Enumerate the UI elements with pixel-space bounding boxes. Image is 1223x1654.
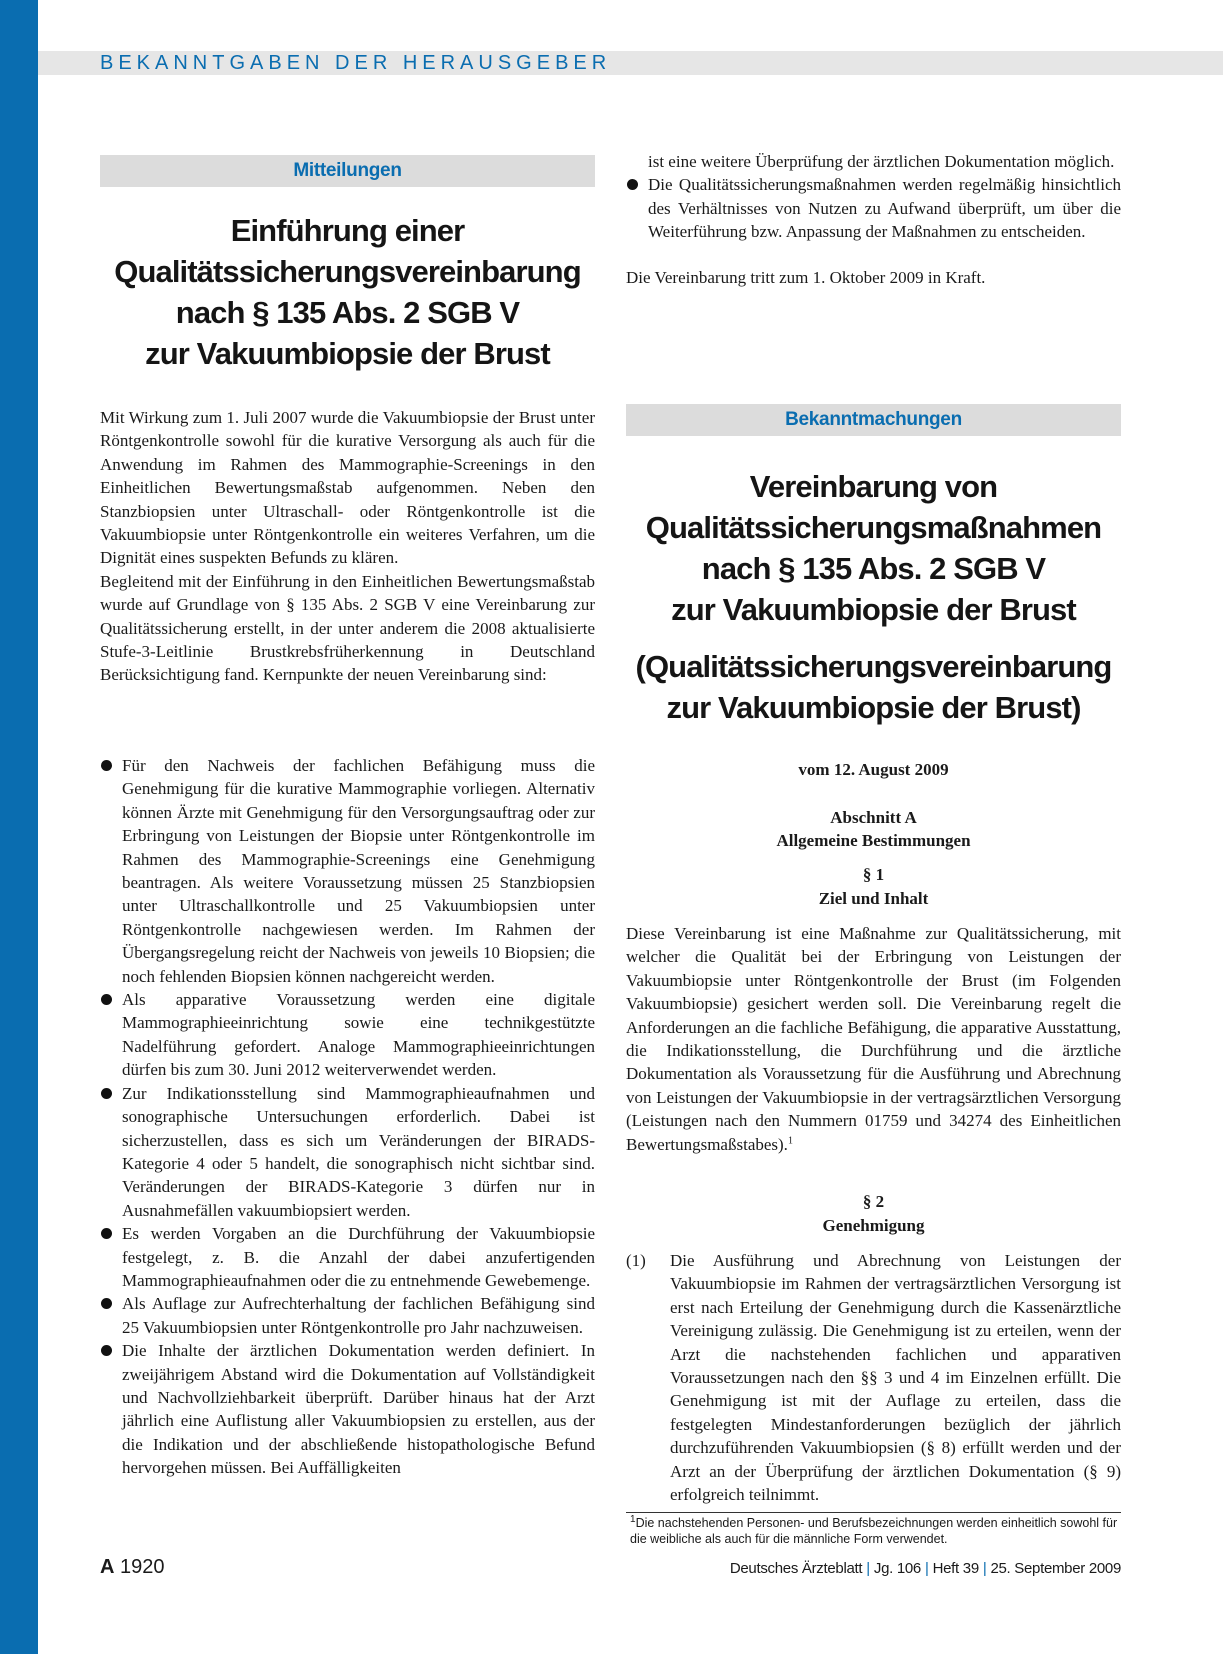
- subheadline-line: zur Vakuumbiopsie der Brust): [666, 690, 1081, 725]
- subheadline-line: (Qualitätssicherungsvereinbarung: [635, 649, 1112, 684]
- effective-date-text: Die Vereinbarung tritt zum 1. Oktober 2009 in Kraft.: [626, 267, 986, 287]
- footnote: $^1$Die nachstehenden Personen- und Berufsbezeichnungen werden einheitlich sowohl für die weibliche als auch für die männliche Form verwendet.: [630, 1513, 1118, 1546]
- list-item: Zur Indikationsstellung sind Mammographieaufnahmen und sonographische Untersuchungen erforderlich. Dabei ist sicherzustellen, dass es sich um Veränderungen der BIRADS-Kategorie 4 oder 5 handelt, die sonographisch nicht sichtbar sind. Veränderungen der BIRADS-Kategorie 3 dürfen nur in Ausnahmefällen vakuumbiopsiert werden.: [100, 1082, 595, 1222]
- rubric-mitteilungen: Mitteilungen: [100, 155, 595, 187]
- paragraph-number: § 2: [862, 1192, 885, 1211]
- article-headline: [100, 210, 595, 374]
- numbered-clause: [626, 1249, 1121, 1506]
- clause-number: (1): [626, 1251, 646, 1270]
- list-item: Es werden Vorgaben an die Durchführung der Vakuumbiopsie festgelegt, z. B. die Anzahl der dabei anzufertigenden Mammographieaufnahmen oder die zu entnehmende Gewebemenge.: [100, 1222, 595, 1292]
- section-header-bar: [38, 51, 1223, 75]
- paragraph-title: Genehmigung: [822, 1216, 925, 1235]
- headline-line: nach § 135 Abs. 2 SGB V: [175, 295, 520, 330]
- list-item: Die Inhalte der ärztlichen Dokumentation werden definiert. In zweijährigem Abstand wird die Dokumentation auf Vollständigkeit und Nachvollziehbarkeit überprüft. Darüber hinaus hat der Arzt jährlich eine Auflistung aller Vakuumbiopsien zu erstellen, aus der die Indikation und der abschließende histopathologische Befund hervorgehen müssen. Bei Auffälligkeiten: [100, 1339, 595, 1479]
- section-heading: Abschnitt A: [830, 808, 917, 827]
- section-label: BEKANNTGABEN DER HERAUSGEBER: [100, 52, 612, 74]
- bullet-icon: [101, 1345, 112, 1356]
- continued-text: ist eine weitere Überprüfung der ärztlichen Dokumentation möglich.: [648, 152, 1115, 171]
- journal-volume: Jg. 106: [873, 1560, 921, 1577]
- list-item: Als Auflage zur Aufrechterhaltung der fachlichen Befähigung sind 25 Vakuumbiopsien unter Röntgenkontrolle pro Jahr nachzuweisen.: [100, 1292, 595, 1339]
- headline-line: nach § 135 Abs. 2 SGB V: [701, 551, 1046, 586]
- continued-list: [626, 173, 1121, 243]
- journal-citation: [730, 1560, 1121, 1577]
- blue-sidebar-stripe: [0, 0, 38, 1654]
- page-prefix: A: [100, 1556, 115, 1578]
- clause-text: Die Ausführung und Abrechnung von Leistungen der Vakuumbiopsie im Rahmen der vertragsärztlichen Versorgung ist erst nach Erteilung der Genehmigung durch die Kassenärztliche Vereinigung zulässig. Die Genehmigung ist zu erteilen, wenn der Arzt die nachstehenden fachlichen und apparativen Voraussetzungen nach den §§ 3 und 4 im Einzelnen erfüllt. Die Genehmigung ist mit der Auflage zu erteilen, dass die festgelegten Mindestanforderungen bezüglich der jährlich durchzuführenden Vakuumbiopsien (§ 8) erfüllt werden und der Arzt an der Überprüfung der ärztlichen Dokumentation (§ 9) erfolgreich teilnimmt.: [670, 1251, 1121, 1505]
- agreement-date: vom 12. August 2009: [798, 760, 949, 779]
- continued-block: [626, 150, 1121, 289]
- headline-line: Vereinbarung von: [749, 469, 998, 504]
- paragraph-title: Ziel und Inhalt: [818, 889, 929, 908]
- page-number: [100, 1556, 165, 1579]
- headline-line: Qualitätssicherungsvereinbarung: [114, 254, 581, 289]
- divider: |: [924, 1560, 929, 1577]
- agreement-subheadline: [626, 646, 1121, 728]
- list-item: Die Qualitätssicherungsmaßnahmen werden regelmäßig hinsichtlich des Verhältnisses von Nutzen zu Aufwand überprüft, um über die Weiterführung bzw. Anpassung der Maßnahmen zu entscheiden.: [626, 173, 1121, 243]
- journal-issue: Heft 39: [932, 1560, 979, 1577]
- headline-line: Qualitätssicherungsmaßnahmen: [645, 510, 1102, 545]
- page-number-value: 1920: [120, 1556, 165, 1578]
- intro-block: [100, 406, 595, 687]
- journal-name: Deutsches Ärzteblatt: [729, 1560, 863, 1577]
- divider: |: [982, 1560, 987, 1577]
- agreement-headline: [626, 466, 1121, 630]
- footnote-divider: [626, 1512, 1121, 1513]
- list-item: Für den Nachweis der fachlichen Befähigung muss die Genehmigung für die kurative Mammographie vorliegen. Alternativ können Ärzte mit Genehmigung für den Versorgungsauftrag oder zur Erbringung von Leistungen der Biopsie unter Röntgenkontrolle im Rahmen des Mammographie-Screenings eine Genehmigung beantragen. Als weitere Voraussetzung müssen 25 Stanzbiopsien unter Ultraschallkontrolle und 25 Vakuumbiopsien unter Röntgenkontrolle nachgewiesen werden. Im Rahmen der Übergangsregelung reicht der Nachweis von jeweils 10 Biopsien; die noch fehlenden Biopsien können nachgereicht werden.: [100, 754, 595, 988]
- headline-line: Einführung einer: [230, 213, 465, 248]
- headline-line: zur Vakuumbiopsie der Brust: [671, 592, 1076, 627]
- footnote-number: 1: [630, 1513, 636, 1525]
- paragraph-number: § 1: [862, 865, 885, 884]
- intro-paragraph: Begleitend mit der Einführung in den Einheitlichen Bewertungsmaßstab wurde auf Grundlage von § 135 Abs. 2 SGB V eine Vereinbarung zur Qualitätssicherung erstellt, in der unter anderem die 2008 aktualisierte Stufe-3-Leitlinie Brustkrebsfrüherkennung in Deutschland Berücksichtigung fand. Kernpunkte der neuen Vereinbarung sind:: [100, 571, 595, 685]
- bullet-icon: [101, 760, 112, 771]
- bullet-icon: [101, 1088, 112, 1099]
- intro-paragraph: Mit Wirkung zum 1. Juli 2007 wurde die Vakuumbiopsie der Brust unter Röntgenkontrolle sowohl für die kurative Versorgung als auch für die Anwendung im Rahmen des Mammographie-Screenings in den Einheitlichen Bewertungsmaßstab aufgenommen. Neben den Stanzbiopsien unter Ultraschall- oder Röntgenkontrolle ist die Vakuumbiopsie unter Röntgenkontrolle ein weiteres Verfahren, um die Dignität eines suspekten Befunds zu klären.: [100, 408, 595, 568]
- section-title: Allgemeine Bestimmungen: [776, 831, 971, 850]
- footnote-marker: 1: [787, 1135, 793, 1146]
- list-item: Als apparative Voraussetzung werden eine digitale Mammographieeinrichtung sowie eine technikgestützte Nadelführung gefordert. Analoge Mammographieeinrichtungen dürfen bis zum 30. Juni 2012 weiterverwendet werden.: [100, 988, 595, 1082]
- key-points-list: [100, 754, 595, 1480]
- bullet-icon: [101, 1228, 112, 1239]
- bullet-icon: [101, 994, 112, 1005]
- bullet-icon: [101, 1298, 112, 1309]
- journal-date: 25. September 2009: [990, 1560, 1121, 1577]
- headline-line: zur Vakuumbiopsie der Brust: [145, 336, 550, 371]
- bullet-icon: [627, 179, 638, 190]
- paragraph-text: Diese Vereinbarung ist eine Maßnahme zur Qualitätssicherung, mit welcher die Qualität bei der Erbringung von Leistungen der Vakuumbiopsie unter Röntgenkontrolle der Brust (im Folgenden Vakuumbiopsie) gesichert werden soll. Die Vereinbarung regelt die Anforderungen an die fachliche Befähigung, die apparative Ausstattung, die Indikationsstellung, die Durchführung und die ärztliche Dokumentation als Voraussetzung für die Ausführung und Abrechnung von Leistungen der Vakuumbiopsie in der vertragsärztlichen Versorgung (Leistungen nach den Nummern 01759 und 34274 des Einheitlichen Bewertungsmaßstabes).$^1$: [626, 924, 1121, 1154]
- rubric-bekanntmachungen: Bekanntmachungen: [626, 404, 1121, 436]
- divider: |: [866, 1560, 870, 1577]
